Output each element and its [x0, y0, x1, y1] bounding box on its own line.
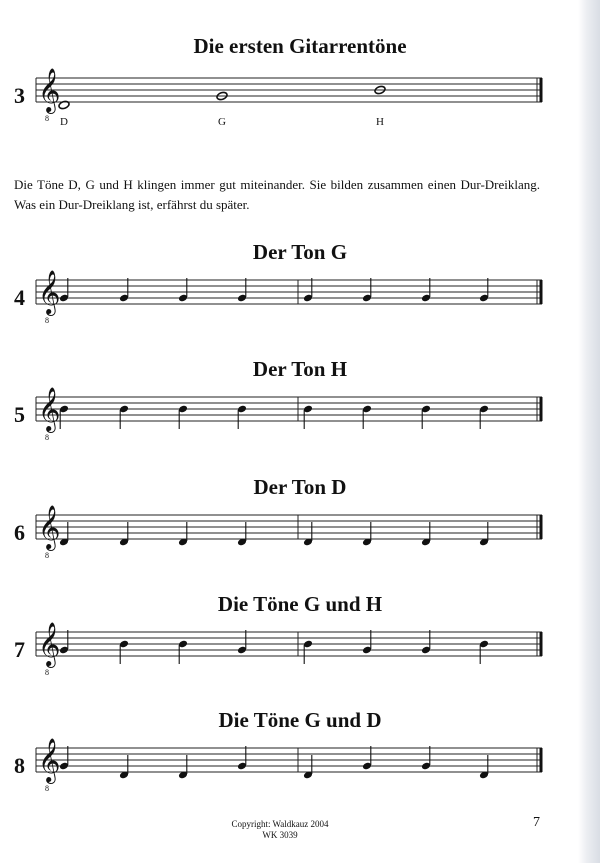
- quarter-note: [237, 746, 247, 770]
- music-staff: [0, 732, 600, 812]
- page-number: 7: [533, 815, 540, 830]
- music-staff: [0, 381, 600, 461]
- quarter-note: [479, 755, 489, 779]
- music-staff: [0, 499, 600, 579]
- note-label: H: [376, 116, 384, 128]
- final-barline-thick: [540, 748, 543, 772]
- quarter-note: [237, 522, 247, 546]
- exercise-number: 7: [14, 637, 25, 662]
- quarter-note: [362, 405, 372, 429]
- treble-clef-icon: 𝄞: [38, 68, 61, 112]
- quarter-note: [421, 405, 431, 429]
- final-barline-thick: [540, 632, 543, 656]
- quarter-note: [421, 746, 431, 770]
- quarter-note: [119, 278, 129, 302]
- final-barline-thick: [540, 515, 543, 539]
- octave-mark: 8: [45, 114, 49, 123]
- quarter-note: [59, 405, 69, 429]
- quarter-note: [59, 522, 69, 546]
- treble-clef-icon: 𝄞: [38, 505, 61, 549]
- exercise-title: Die Töne G und H: [217, 592, 383, 616]
- quarter-note: [421, 278, 431, 302]
- note-label: G: [218, 116, 226, 128]
- treble-clef-icon: 𝄞: [38, 738, 61, 782]
- exercise-number: 6: [14, 520, 25, 545]
- quarter-note: [178, 640, 188, 664]
- octave-mark: 8: [45, 668, 49, 677]
- quarter-note: [479, 640, 489, 664]
- catalog-number: WK 3039: [262, 830, 298, 840]
- exercise-title: Die Töne G und D: [218, 708, 382, 732]
- exercise-title: Die ersten Gitarrentöne: [193, 34, 407, 58]
- quarter-note: [237, 405, 247, 429]
- quarter-note: [479, 405, 489, 429]
- treble-clef-icon: 𝄞: [38, 387, 61, 431]
- octave-mark: 8: [45, 551, 49, 560]
- exercise-number: 4: [14, 285, 25, 310]
- quarter-note: [178, 278, 188, 302]
- quarter-note: [178, 405, 188, 429]
- quarter-note: [178, 522, 188, 546]
- quarter-note: [362, 630, 372, 654]
- exercise-number: 8: [14, 753, 25, 778]
- music-staff: [0, 62, 600, 142]
- copyright-text: Copyright: Waldkauz 2004: [231, 819, 329, 829]
- exercise-number: 5: [14, 402, 25, 427]
- quarter-note: [303, 522, 313, 546]
- quarter-note: [421, 522, 431, 546]
- quarter-note: [119, 640, 129, 664]
- quarter-note: [421, 630, 431, 654]
- final-barline-thick: [540, 78, 543, 102]
- quarter-note: [59, 630, 69, 654]
- octave-mark: 8: [45, 433, 49, 442]
- footer: [180, 819, 380, 841]
- final-barline-thick: [540, 397, 543, 421]
- quarter-note: [303, 405, 313, 429]
- quarter-note: [303, 640, 313, 664]
- quarter-note: [303, 278, 313, 302]
- quarter-note: [59, 278, 69, 302]
- music-staff: [0, 616, 600, 696]
- quarter-note: [237, 278, 247, 302]
- quarter-note: [479, 522, 489, 546]
- quarter-note: [119, 755, 129, 779]
- exercise-title: Der Ton G: [252, 240, 348, 264]
- quarter-note: [237, 630, 247, 654]
- exercise-title: Der Ton H: [252, 357, 348, 381]
- quarter-note: [362, 278, 372, 302]
- treble-clef-icon: 𝄞: [38, 270, 61, 314]
- quarter-note: [362, 522, 372, 546]
- quarter-note: [303, 755, 313, 779]
- quarter-note: [178, 755, 188, 779]
- octave-mark: 8: [45, 316, 49, 325]
- quarter-note: [362, 746, 372, 770]
- treble-clef-icon: 𝄞: [38, 622, 61, 666]
- quarter-note: [119, 522, 129, 546]
- exercise-number: 3: [14, 83, 25, 108]
- note-label: D: [60, 116, 68, 128]
- intro-text: Die Töne D, G und H klingen immer gut miteinander. Sie bilden zusammen einen Dur-Dreiklang. Was ein Dur-Dreiklang ist, erfährst du später.: [14, 177, 540, 212]
- octave-mark: 8: [45, 784, 49, 793]
- quarter-note: [119, 405, 129, 429]
- final-barline-thick: [540, 280, 543, 304]
- quarter-note: [479, 278, 489, 302]
- quarter-note: [59, 746, 69, 770]
- exercise-title: Der Ton D: [253, 475, 347, 499]
- music-staff: [0, 264, 600, 344]
